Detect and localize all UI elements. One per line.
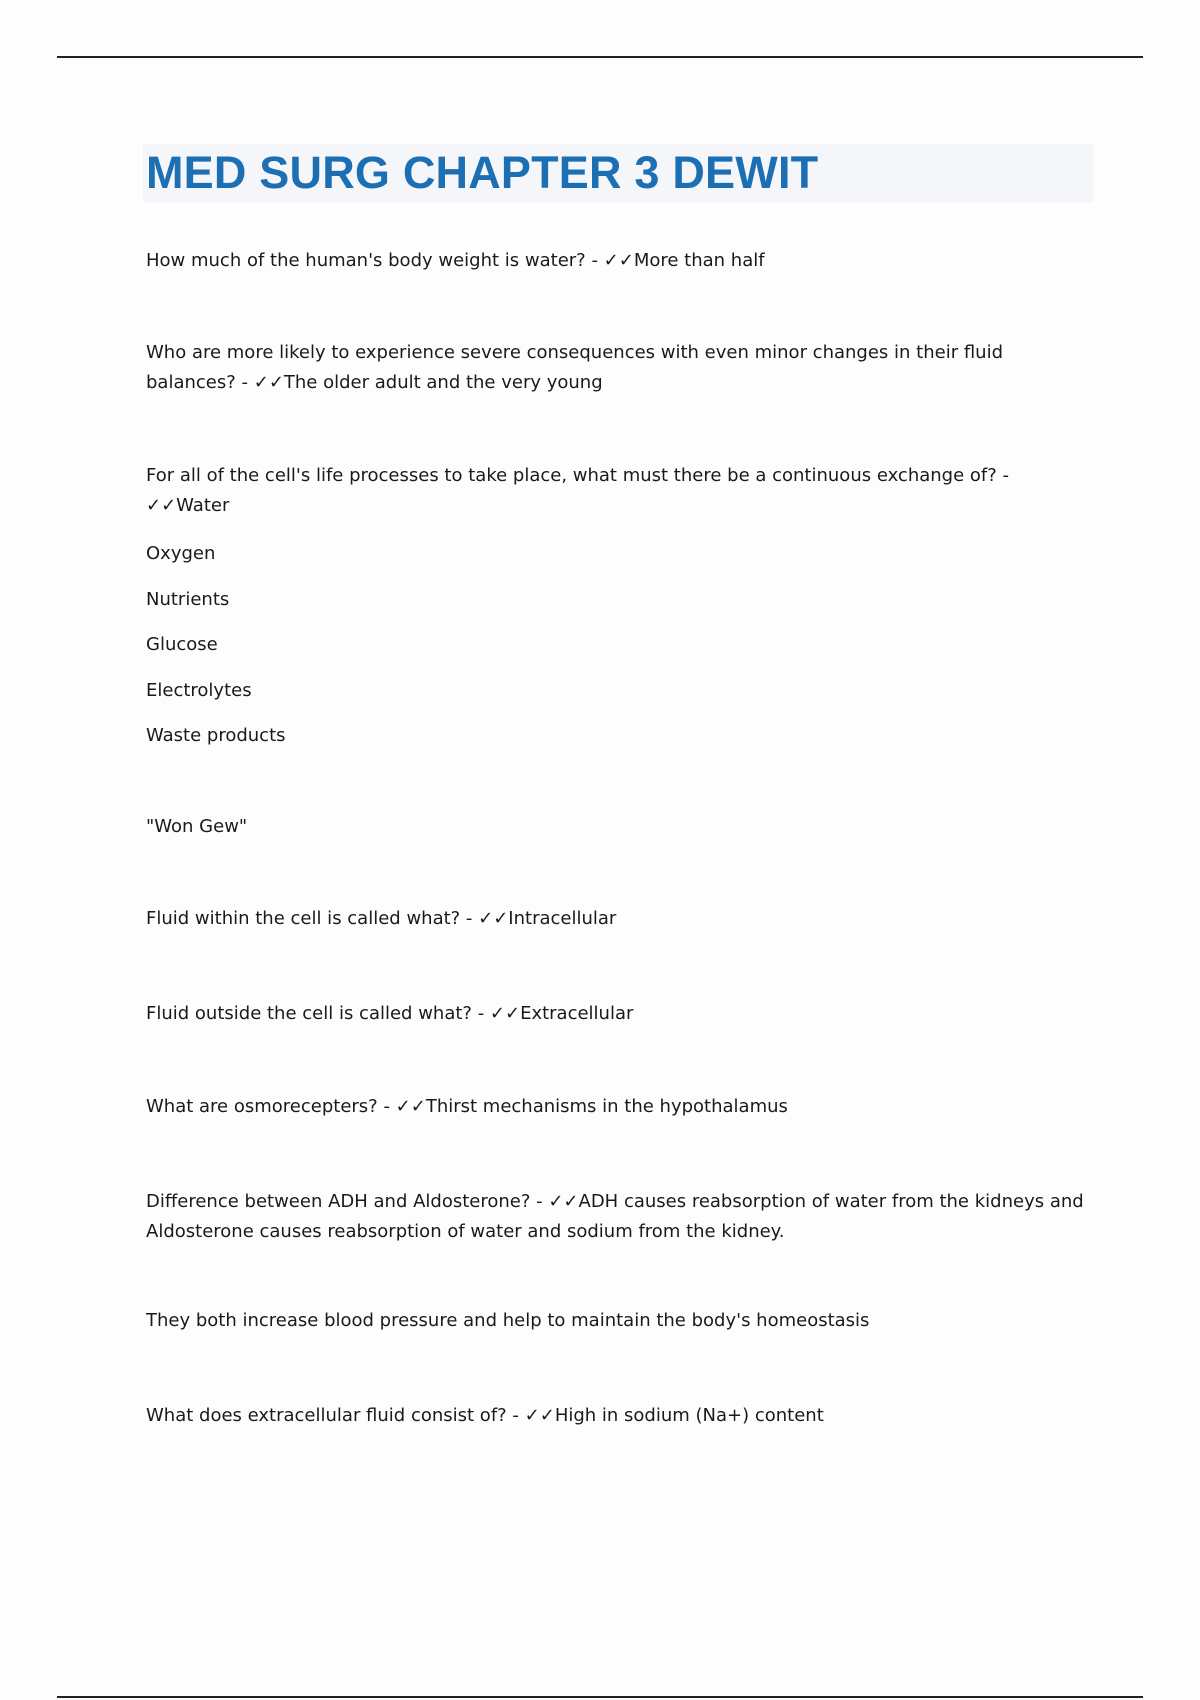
qa-fluid-balance: Who are more likely to experience severe consequences with even minor changes in their fluid balances? - ✓✓The older adult and the very young (146, 342, 1003, 393)
qa-extracellular: Fluid outside the cell is called what? - ✓✓Extracellular (146, 1003, 634, 1024)
qa-body-water: How much of the human's body weight is water? - ✓✓More than half (146, 250, 765, 271)
qa-osmoreceptors: What are osmorecepters? - ✓✓Thirst mechanisms in the hypothalamus (146, 1096, 788, 1117)
document-title: MED SURG CHAPTER 3 DEWIT (146, 147, 819, 198)
qa-intracellular: Fluid within the cell is called what? - ✓✓Intracellular (146, 908, 617, 929)
qa-adh-aldosterone: Difference between ADH and Aldosterone? - ✓✓ADH causes reabsorption of water from the kidneys and Aldosterone causes reabsorption of water and sodium from the kidney. (146, 1191, 1084, 1242)
qa-extracellular-composition: What does extracellular fluid consist of? - ✓✓High in sodium (Na+) content (146, 1405, 824, 1426)
list-item-oxygen: Oxygen (146, 543, 216, 564)
list-item-nutrients: Nutrients (146, 589, 230, 610)
list-item-electrolytes: Electrolytes (146, 680, 252, 701)
list-item-glucose: Glucose (146, 634, 218, 655)
bottom-rule (57, 1696, 1143, 1698)
mnemonic-won-gew: "Won Gew" (146, 816, 248, 837)
note-blood-pressure: They both increase blood pressure and help to maintain the body's homeostasis (146, 1310, 870, 1331)
top-rule (57, 56, 1143, 58)
qa-continuous-exchange: For all of the cell's life processes to take place, what must there be a continuous exchange of? - ✓✓Water (146, 465, 1010, 516)
list-item-waste-products: Waste products (146, 725, 286, 746)
title-band (143, 144, 1093, 202)
